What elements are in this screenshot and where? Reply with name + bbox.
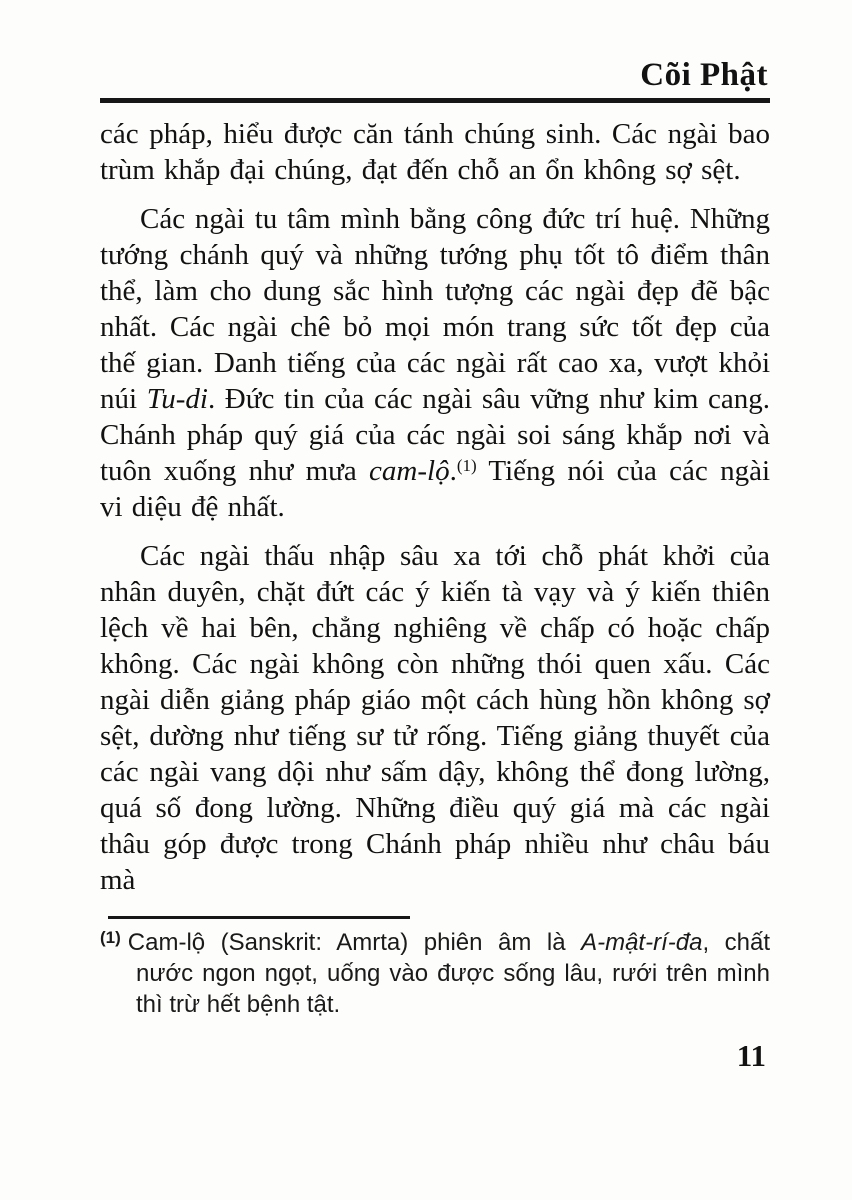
- body-text: [100, 116, 770, 898]
- body-paragraph: Các ngài tu tâm mình bằng công đức trí huệ. Những tướng chánh quý và những tướng phụ tốt tô điểm thân thể, làm cho dung sắc hình tượng các ngài đẹp đẽ bậc nhất. Các ngài chê bỏ mọi món trang sức tốt đẹp của thế gian. Danh tiếng của các ngài rất cao xa, vượt khỏi núi Tu-di. Đức tin của các ngài sâu vững như kim cang. Chánh pháp quý giá của các ngài soi sáng khắp nơi và tuôn xuống như mưa cam-lộ.$^{(1)}$ Tiếng nói của các ngài vi diệu đệ nhất.: [100, 203, 770, 523]
- footnote-text: [100, 927, 770, 1020]
- running-header-title: Cõi Phật: [640, 57, 768, 93]
- footnote-marker: (1): [100, 928, 121, 947]
- footnote-block: [100, 916, 770, 1020]
- footnote-body: Cam-lộ (Sanskrit: Amrta) phiên âm là A-mật-rí-đa, chất nước ngon ngọt, uống vào được sống lâu, rưới trên mình thì trừ hết bệnh tật.: [127, 929, 770, 1018]
- footnote-rule: [108, 916, 410, 919]
- body-paragraph: Các ngài thấu nhập sâu xa tới chỗ phát khởi của nhân duyên, chặt đứt các ý kiến tà vạy và ý kiến thiên lệch về hai bên, chẳng nghiêng về chấp có hoặc chấp không. Các ngài không còn những thói quen xấu. Các ngài diễn giảng pháp giáo một cách hùng hồn không sợ sệt, dường như tiếng sư tử rống. Tiếng giảng thuyết của các ngài vang dội như sấm dậy, không thể đong lường, quá số đong lường. Những điều quý giá mà các ngài thâu góp được trong Chánh pháp nhiều như châu báu mà: [100, 540, 770, 896]
- page-content: [100, 56, 770, 1074]
- header-rule: [100, 98, 770, 103]
- body-paragraph: các pháp, hiểu được căn tánh chúng sinh. Các ngài bao trùm khắp đại chúng, đạt đến chỗ an ổn không sợ sệt.: [100, 118, 770, 186]
- page-number: 11: [736, 1038, 766, 1073]
